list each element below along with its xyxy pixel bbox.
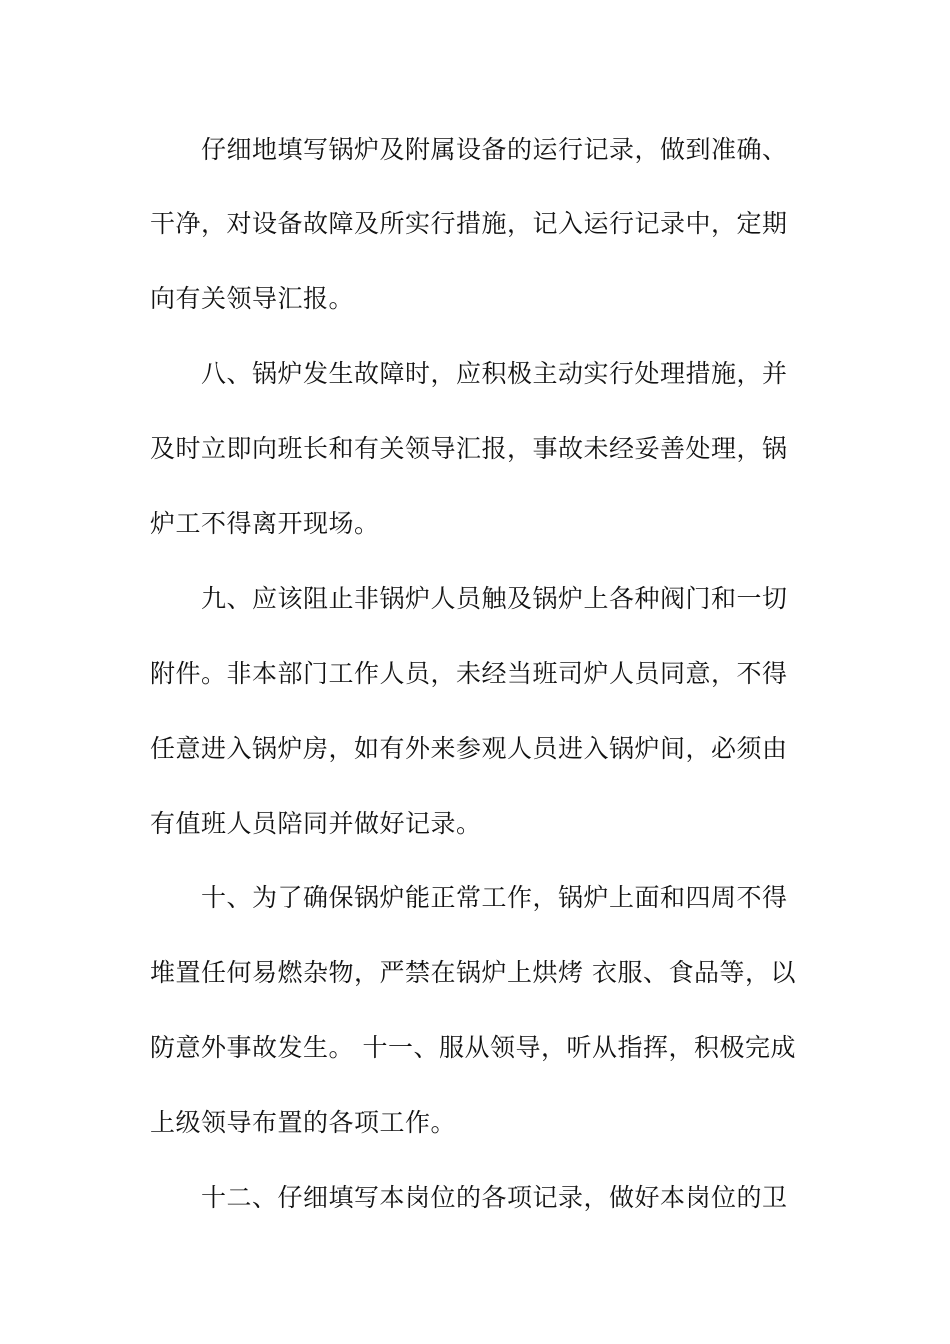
text-line: 上级领导布置的各项工作。 xyxy=(150,1108,457,1137)
text-line: 仔细地填写锅炉及附属设备的运行记录，做到准确、 xyxy=(201,135,788,164)
text-line: 炉工不得离开现场。 xyxy=(150,509,380,538)
text-line: 附件。非本部门工作人员，未经当班司炉人员同意，不得 xyxy=(150,659,788,688)
text-line: 任意进入锅炉房，如有外来参观人员进入锅炉间，必须由 xyxy=(150,734,788,763)
text-line: 十二、仔细填写本岗位的各项记录，做好本岗位的卫 xyxy=(201,1183,788,1212)
text-line: 九、应该阻止非锅炉人员触及锅炉上各种阀门和一切 xyxy=(201,584,788,613)
text-line: 十、为了确保锅炉能正常工作，锅炉上面和四周不得 xyxy=(201,883,788,912)
text-line: 有值班人员陪同并做好记录。 xyxy=(150,809,482,838)
text-line: 向有关领导汇报。 xyxy=(150,284,355,313)
text-line: 干净，对设备故障及所实行措施，记入运行记录中，定期 xyxy=(150,209,788,238)
text-line: 堆置任何易燃杂物，严禁在锅炉上烘烤 衣服、食品等，以 xyxy=(150,958,796,987)
text-line: 及时立即向班长和有关领导汇报，事故未经妥善处理，锅 xyxy=(150,434,788,463)
text-line: 八、锅炉发生故障时，应积极主动实行处理措施，并 xyxy=(201,359,788,388)
text-line: 防意外事故发生。 十一、服从领导，听从指挥，积极完成 xyxy=(150,1033,796,1062)
